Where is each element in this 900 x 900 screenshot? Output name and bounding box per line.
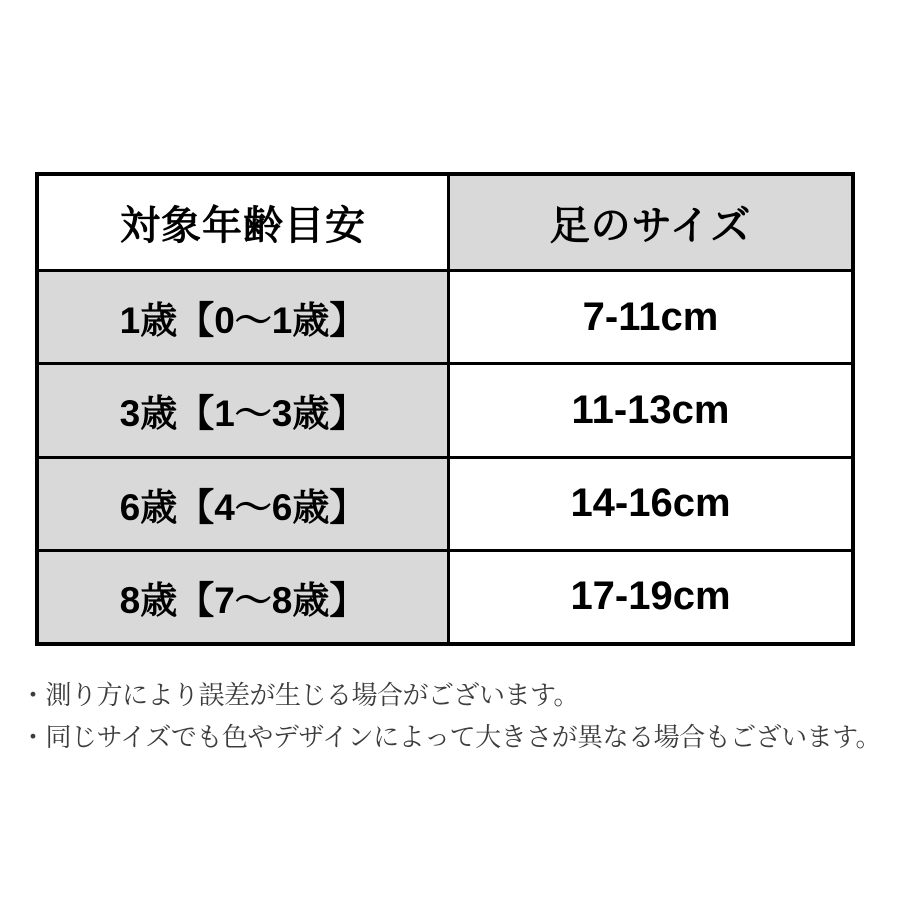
footnote-size-variation-note: ・同じサイズでも色やデザインによって大きさが異なる場合もございます。 xyxy=(20,722,882,752)
table-row-age: 6歳【4〜6歳】 xyxy=(39,456,447,549)
footnote-measurement-note: ・測り方により誤差が生じる場合がございます。 xyxy=(20,680,579,710)
header-cell-age: 対象年齢目安 xyxy=(39,176,447,269)
header-cell-foot-size: 足のサイズ xyxy=(447,176,851,269)
table-row-size: 17-19cm xyxy=(447,549,851,642)
table-row-age: 8歳【7〜8歳】 xyxy=(39,549,447,642)
table-row-age: 1歳【0〜1歳】 xyxy=(39,269,447,362)
footnotes xyxy=(20,674,890,758)
table-row-size: 7-11cm xyxy=(447,269,851,362)
table-row-size: 11-13cm xyxy=(447,362,851,455)
table-row-size: 14-16cm xyxy=(447,456,851,549)
size-chart-table xyxy=(35,172,855,646)
table-row-age: 3歳【1〜3歳】 xyxy=(39,362,447,455)
